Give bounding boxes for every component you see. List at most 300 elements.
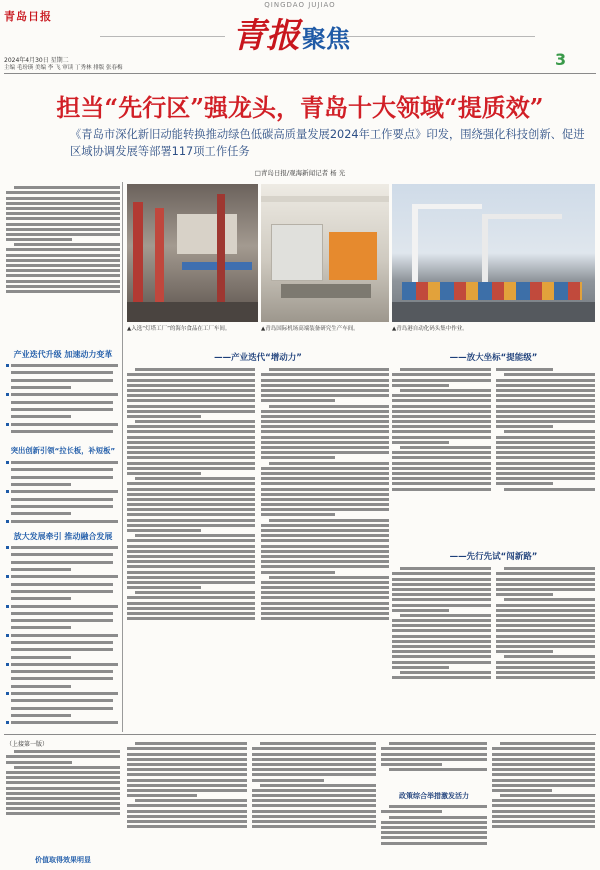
body-text-line xyxy=(492,773,595,776)
body-text-line xyxy=(261,612,389,615)
body-text-line xyxy=(381,753,487,756)
body-text-line xyxy=(492,763,595,766)
body-text-line xyxy=(6,639,120,646)
body-text-line xyxy=(392,583,491,586)
subhead-right-top: ——放大坐标“提能级” xyxy=(449,353,538,363)
photo-detail xyxy=(155,208,164,312)
body-text-line xyxy=(381,758,487,761)
body-text-line xyxy=(261,373,389,376)
bullet-icon xyxy=(6,575,9,578)
body-text-line xyxy=(135,534,255,537)
body-text-line xyxy=(261,586,389,589)
body-text-line xyxy=(392,572,491,575)
body-text-line xyxy=(6,551,120,558)
body-text-line xyxy=(392,451,491,454)
body-text-line xyxy=(11,568,71,571)
body-text-line xyxy=(261,415,389,418)
body-text-line xyxy=(381,747,487,750)
body-text-line xyxy=(269,368,389,371)
body-text-line xyxy=(127,430,255,433)
section-title-red: 青报 xyxy=(232,16,300,56)
body-text-line xyxy=(392,640,491,643)
body-text-line xyxy=(6,290,120,293)
body-text-line xyxy=(392,635,491,638)
body-text-line xyxy=(496,593,553,596)
body-text-line xyxy=(6,202,120,205)
body-text-line xyxy=(14,186,120,189)
photo-detail xyxy=(217,194,225,312)
body-text-line xyxy=(11,714,71,717)
body-text-line xyxy=(6,459,120,466)
body-text-line xyxy=(127,456,255,459)
body-text-line xyxy=(6,712,120,719)
body-text-line xyxy=(6,259,120,262)
body-text-line xyxy=(496,624,595,627)
body-text-line xyxy=(392,629,491,632)
body-text-line xyxy=(127,519,255,522)
body-text-line xyxy=(11,520,118,523)
body-text-line xyxy=(496,661,595,664)
body-text-line xyxy=(261,389,389,392)
body-text-line xyxy=(496,614,595,617)
body-text-line xyxy=(6,653,120,660)
body-text-line xyxy=(496,609,595,612)
body-text-line xyxy=(6,807,120,810)
body-text-line xyxy=(392,482,491,485)
body-text-line xyxy=(135,477,255,480)
body-text-line xyxy=(496,583,595,586)
body-text-line xyxy=(269,462,389,465)
body-text-line xyxy=(6,228,120,231)
body-text-line xyxy=(392,456,491,459)
body-column xyxy=(392,366,491,544)
body-text-line xyxy=(496,415,595,418)
body-text-line xyxy=(127,529,201,532)
body-text-line xyxy=(392,373,491,376)
body-text-line xyxy=(400,567,491,570)
headline: 担当“先行区”强龙头，青岛十大领域“提质效” xyxy=(56,93,544,122)
body-text-line xyxy=(127,825,247,828)
body-text-line xyxy=(492,820,595,823)
body-text-line xyxy=(392,430,491,433)
body-text-line xyxy=(261,503,389,506)
body-text-line xyxy=(6,705,120,712)
body-text-line xyxy=(252,763,376,766)
body-text-line xyxy=(392,655,491,658)
photo-caption: ▲青岛国际机场高端装备研究生产车间。 xyxy=(261,326,359,332)
body-text-line xyxy=(389,768,487,771)
body-text-line xyxy=(496,635,595,638)
body-text-line xyxy=(6,269,120,272)
body-text-line xyxy=(392,420,491,423)
sidebar-list-3 xyxy=(6,544,120,728)
body-text-line xyxy=(381,826,487,829)
body-text-line xyxy=(11,721,118,724)
body-text-line xyxy=(11,512,71,515)
body-text-line xyxy=(496,446,595,449)
body-text-line xyxy=(392,588,491,591)
body-text-line xyxy=(261,602,389,605)
body-text-line xyxy=(6,610,120,617)
body-text-line xyxy=(252,799,376,802)
body-column xyxy=(496,565,595,730)
body-text-line xyxy=(6,238,72,241)
body-text-line xyxy=(127,405,255,408)
body-text-line xyxy=(6,474,120,481)
body-text-line xyxy=(252,789,376,792)
section-title-blue: 聚焦 xyxy=(302,24,350,53)
bottom-column xyxy=(492,740,595,868)
body-text-line xyxy=(392,477,491,480)
body-text-line xyxy=(392,604,491,607)
body-text-line xyxy=(252,820,376,823)
body-text-line xyxy=(127,596,255,599)
body-text-line xyxy=(11,692,118,695)
photo-port xyxy=(392,184,595,322)
body-text-line xyxy=(261,441,389,444)
body-text-line xyxy=(11,707,113,710)
body-text-line xyxy=(496,676,595,679)
body-text-line xyxy=(6,771,120,774)
body-text-line xyxy=(261,446,389,449)
body-text-line xyxy=(127,467,255,470)
body-text-line xyxy=(492,804,595,807)
photo-detail xyxy=(271,224,323,281)
body-text-line xyxy=(6,781,120,784)
body-text-line xyxy=(392,462,491,465)
body-text-line xyxy=(492,768,595,771)
body-text-line xyxy=(6,212,120,215)
body-text-line xyxy=(11,597,71,600)
body-text-line xyxy=(11,619,113,622)
photo-detail xyxy=(133,202,143,312)
body-text-line xyxy=(496,588,595,591)
body-text-line xyxy=(11,468,113,471)
body-text-line xyxy=(496,629,595,632)
body-text-line xyxy=(6,481,120,488)
bullet-icon xyxy=(6,692,9,695)
body-text-line xyxy=(127,758,247,761)
body-text-line xyxy=(6,573,120,580)
body-text-line xyxy=(261,529,389,532)
body-text-line xyxy=(504,567,595,570)
body-text-line xyxy=(496,578,595,581)
body-text-line xyxy=(269,576,389,579)
body-text-line xyxy=(504,430,595,433)
column-rule xyxy=(122,182,123,732)
body-text-line xyxy=(6,617,120,624)
body-text-line xyxy=(252,825,376,828)
body-text-line xyxy=(11,415,71,418)
body-text-line xyxy=(6,588,120,595)
body-text-line xyxy=(6,495,120,502)
body-text-line xyxy=(381,763,442,766)
body-text-line xyxy=(269,405,389,408)
body-text-line xyxy=(496,410,595,413)
sidebar-heading-2: 突出创新引领“拉长板，补短板” xyxy=(10,446,116,455)
body-text-line xyxy=(11,605,118,608)
body-text-line xyxy=(252,794,376,797)
body-text-line xyxy=(127,384,255,387)
editor-credits: 主编 毛玢瑛 美编 李 飞 审读 丁秀林 排版 张春梅 xyxy=(4,65,123,71)
body-text-line xyxy=(135,591,255,594)
photo-workshop xyxy=(261,184,389,322)
photo-caption: ▲入选“灯塔工厂”的海尔食品在工厂车间。 xyxy=(127,326,231,332)
body-text-line xyxy=(492,758,595,761)
body-text-line xyxy=(261,617,389,620)
body-text-line xyxy=(261,508,389,511)
body-text-line xyxy=(14,750,120,753)
body-text-line xyxy=(500,742,595,745)
header-divider xyxy=(345,36,535,37)
photo-caption: ▲青岛港自动化码头集中作业。 xyxy=(392,326,468,332)
page-number: 3 xyxy=(555,50,567,69)
photo-detail xyxy=(392,302,595,322)
body-text-line xyxy=(6,559,120,566)
body-text-line xyxy=(492,789,552,792)
body-text-line xyxy=(127,415,201,418)
body-text-line xyxy=(127,373,255,376)
body-text-line xyxy=(127,784,247,787)
body-text-line xyxy=(496,425,553,428)
photo-detail xyxy=(482,214,488,284)
body-text-line xyxy=(261,513,335,516)
body-text-line xyxy=(392,645,491,648)
photo-detail xyxy=(412,204,418,284)
body-text-line xyxy=(11,423,118,426)
body-text-line xyxy=(6,384,120,391)
body-text-line xyxy=(6,248,120,251)
body-text-line xyxy=(6,517,120,524)
body-text-line xyxy=(135,420,255,423)
newspaper-logo: 青岛日报 xyxy=(4,10,52,23)
body-text-line xyxy=(127,539,255,542)
body-text-line xyxy=(6,690,120,697)
body-text-line xyxy=(261,571,335,574)
body-text-line xyxy=(6,792,120,795)
body-text-line xyxy=(6,595,120,602)
body-text-line xyxy=(492,779,595,782)
bottom-heading-left: 价值取得效果明显 xyxy=(35,856,91,864)
body-text-line xyxy=(6,207,120,210)
section-rule xyxy=(4,734,596,735)
body-text-line xyxy=(392,410,491,413)
body-text-line xyxy=(252,810,376,813)
body-text-line xyxy=(496,650,553,653)
body-text-line xyxy=(6,264,120,267)
bottom-column xyxy=(127,740,247,868)
body-text-line xyxy=(392,467,491,470)
bullet-icon xyxy=(6,546,9,549)
body-text-line xyxy=(261,379,389,382)
body-text-line xyxy=(496,368,553,371)
body-text-line xyxy=(11,490,118,493)
body-text-line xyxy=(11,498,113,501)
bullet-icon xyxy=(6,520,9,523)
sidebar-list-2 xyxy=(6,459,120,525)
body-text-line xyxy=(127,763,247,766)
body-text-line xyxy=(6,285,120,288)
body-text-line xyxy=(492,799,595,802)
body-text-line xyxy=(127,560,255,563)
body-text-line xyxy=(11,575,118,578)
subhead-right-bottom: ——先行先试“闯新路” xyxy=(449,552,538,562)
body-text-line xyxy=(400,389,491,392)
body-text-line xyxy=(496,399,595,402)
body-text-line xyxy=(492,747,595,750)
body-text-line xyxy=(6,632,120,639)
body-text-line xyxy=(127,753,247,756)
body-text-line xyxy=(6,428,120,435)
body-text-line xyxy=(500,794,595,797)
issue-date: 2024年4月30日 星期二 xyxy=(4,57,69,64)
body-text-line xyxy=(11,553,113,556)
body-column xyxy=(496,366,595,544)
body-text-line xyxy=(392,661,491,664)
body-text-line xyxy=(496,572,595,575)
body-text-line xyxy=(127,794,197,797)
body-text-line xyxy=(381,821,487,824)
body-text-line xyxy=(496,420,595,423)
body-text-line xyxy=(6,797,120,800)
body-text-line xyxy=(261,436,389,439)
body-text-line xyxy=(496,472,595,475)
body-text-line xyxy=(496,640,595,643)
bullet-icon xyxy=(6,364,9,367)
body-text-line xyxy=(11,648,113,651)
body-text-line xyxy=(6,503,120,510)
body-text-line xyxy=(392,676,491,679)
body-text-line xyxy=(127,436,255,439)
body-text-line xyxy=(6,697,120,704)
body-text-line xyxy=(504,655,595,658)
body-text-line xyxy=(392,415,491,418)
body-text-line xyxy=(261,555,389,558)
body-text-line xyxy=(496,441,595,444)
body-text-line xyxy=(392,578,491,581)
body-text-line xyxy=(6,488,120,495)
byline: □青岛日报/观海新闻记者 杨 光 xyxy=(254,169,346,177)
body-text-line xyxy=(6,466,120,473)
body-text-line xyxy=(261,472,389,475)
body-text-line xyxy=(6,668,120,675)
body-text-line xyxy=(261,565,389,568)
body-text-line xyxy=(392,598,491,601)
body-text-line xyxy=(252,779,324,782)
body-text-line xyxy=(492,815,595,818)
section-title xyxy=(232,8,350,57)
body-text-line xyxy=(496,619,595,622)
body-text-line xyxy=(127,555,255,558)
body-text-line xyxy=(11,476,113,479)
body-text-line xyxy=(389,742,487,745)
body-text-line xyxy=(392,666,449,669)
bottom-heading-right: 政策综合举措激发活力 xyxy=(399,792,469,800)
body-text-line xyxy=(11,393,118,396)
photo-detail xyxy=(402,282,582,300)
body-text-line xyxy=(260,784,376,787)
body-text-line xyxy=(496,394,595,397)
body-text-line xyxy=(492,825,595,828)
body-text-line xyxy=(6,787,120,790)
body-text-line xyxy=(389,805,487,808)
body-text-line xyxy=(6,362,120,369)
body-text-line xyxy=(127,513,255,516)
body-text-line xyxy=(6,802,120,805)
body-text-line xyxy=(127,451,255,454)
body-text-line xyxy=(11,408,113,411)
body-text-line xyxy=(496,389,595,392)
body-text-line xyxy=(252,747,376,750)
body-text-line xyxy=(400,446,491,449)
body-text-line xyxy=(127,565,255,568)
body-text-line xyxy=(127,617,255,620)
body-text-line xyxy=(11,461,118,464)
body-text-line xyxy=(496,666,595,669)
body-text-line xyxy=(11,626,71,629)
continued-marker: （上接第一版） xyxy=(6,741,49,748)
body-text-line xyxy=(127,389,255,392)
body-text-line xyxy=(11,699,113,702)
body-text-line xyxy=(381,842,487,845)
body-text-line xyxy=(6,510,120,517)
body-text-line xyxy=(392,384,449,387)
body-text-line xyxy=(504,373,595,376)
body-text-line xyxy=(127,820,247,823)
body-text-line xyxy=(261,607,389,610)
body-text-line xyxy=(261,399,335,402)
body-text-line xyxy=(392,619,491,622)
body-text-line xyxy=(135,799,247,802)
body-text-line xyxy=(6,661,120,668)
body-text-line xyxy=(261,384,389,387)
photo-detail xyxy=(329,232,377,280)
body-text-line xyxy=(261,394,389,397)
body-text-line xyxy=(269,519,389,522)
body-text-line xyxy=(261,498,389,501)
body-text-line xyxy=(496,384,595,387)
body-text-line xyxy=(261,482,389,485)
body-text-line xyxy=(496,604,595,607)
body-text-line xyxy=(400,614,491,617)
sidebar-heading-3: 放大发展牵引 推动融合发展 xyxy=(13,532,113,541)
body-text-line xyxy=(11,430,113,433)
body-text-line xyxy=(6,646,120,653)
body-text-line xyxy=(127,581,255,584)
body-text-line xyxy=(260,742,376,745)
body-text-line xyxy=(400,368,491,371)
body-text-line xyxy=(6,274,120,277)
body-text-line xyxy=(6,391,120,398)
body-text-line xyxy=(261,524,389,527)
photo-detail xyxy=(127,302,258,322)
body-text-line xyxy=(6,280,120,283)
bullet-icon xyxy=(6,490,9,493)
body-text-line xyxy=(252,768,376,771)
bullet-icon xyxy=(6,634,9,637)
body-text-line xyxy=(492,753,595,756)
body-text-line xyxy=(261,425,389,428)
body-text-line xyxy=(392,394,491,397)
photo-detail xyxy=(281,284,371,298)
body-text-line xyxy=(127,498,255,501)
body-column xyxy=(127,366,255,730)
body-text-line xyxy=(496,467,595,470)
header-rule xyxy=(4,73,596,74)
body-text-line xyxy=(11,670,113,673)
body-text-line xyxy=(6,566,120,573)
body-text-line xyxy=(261,410,389,413)
